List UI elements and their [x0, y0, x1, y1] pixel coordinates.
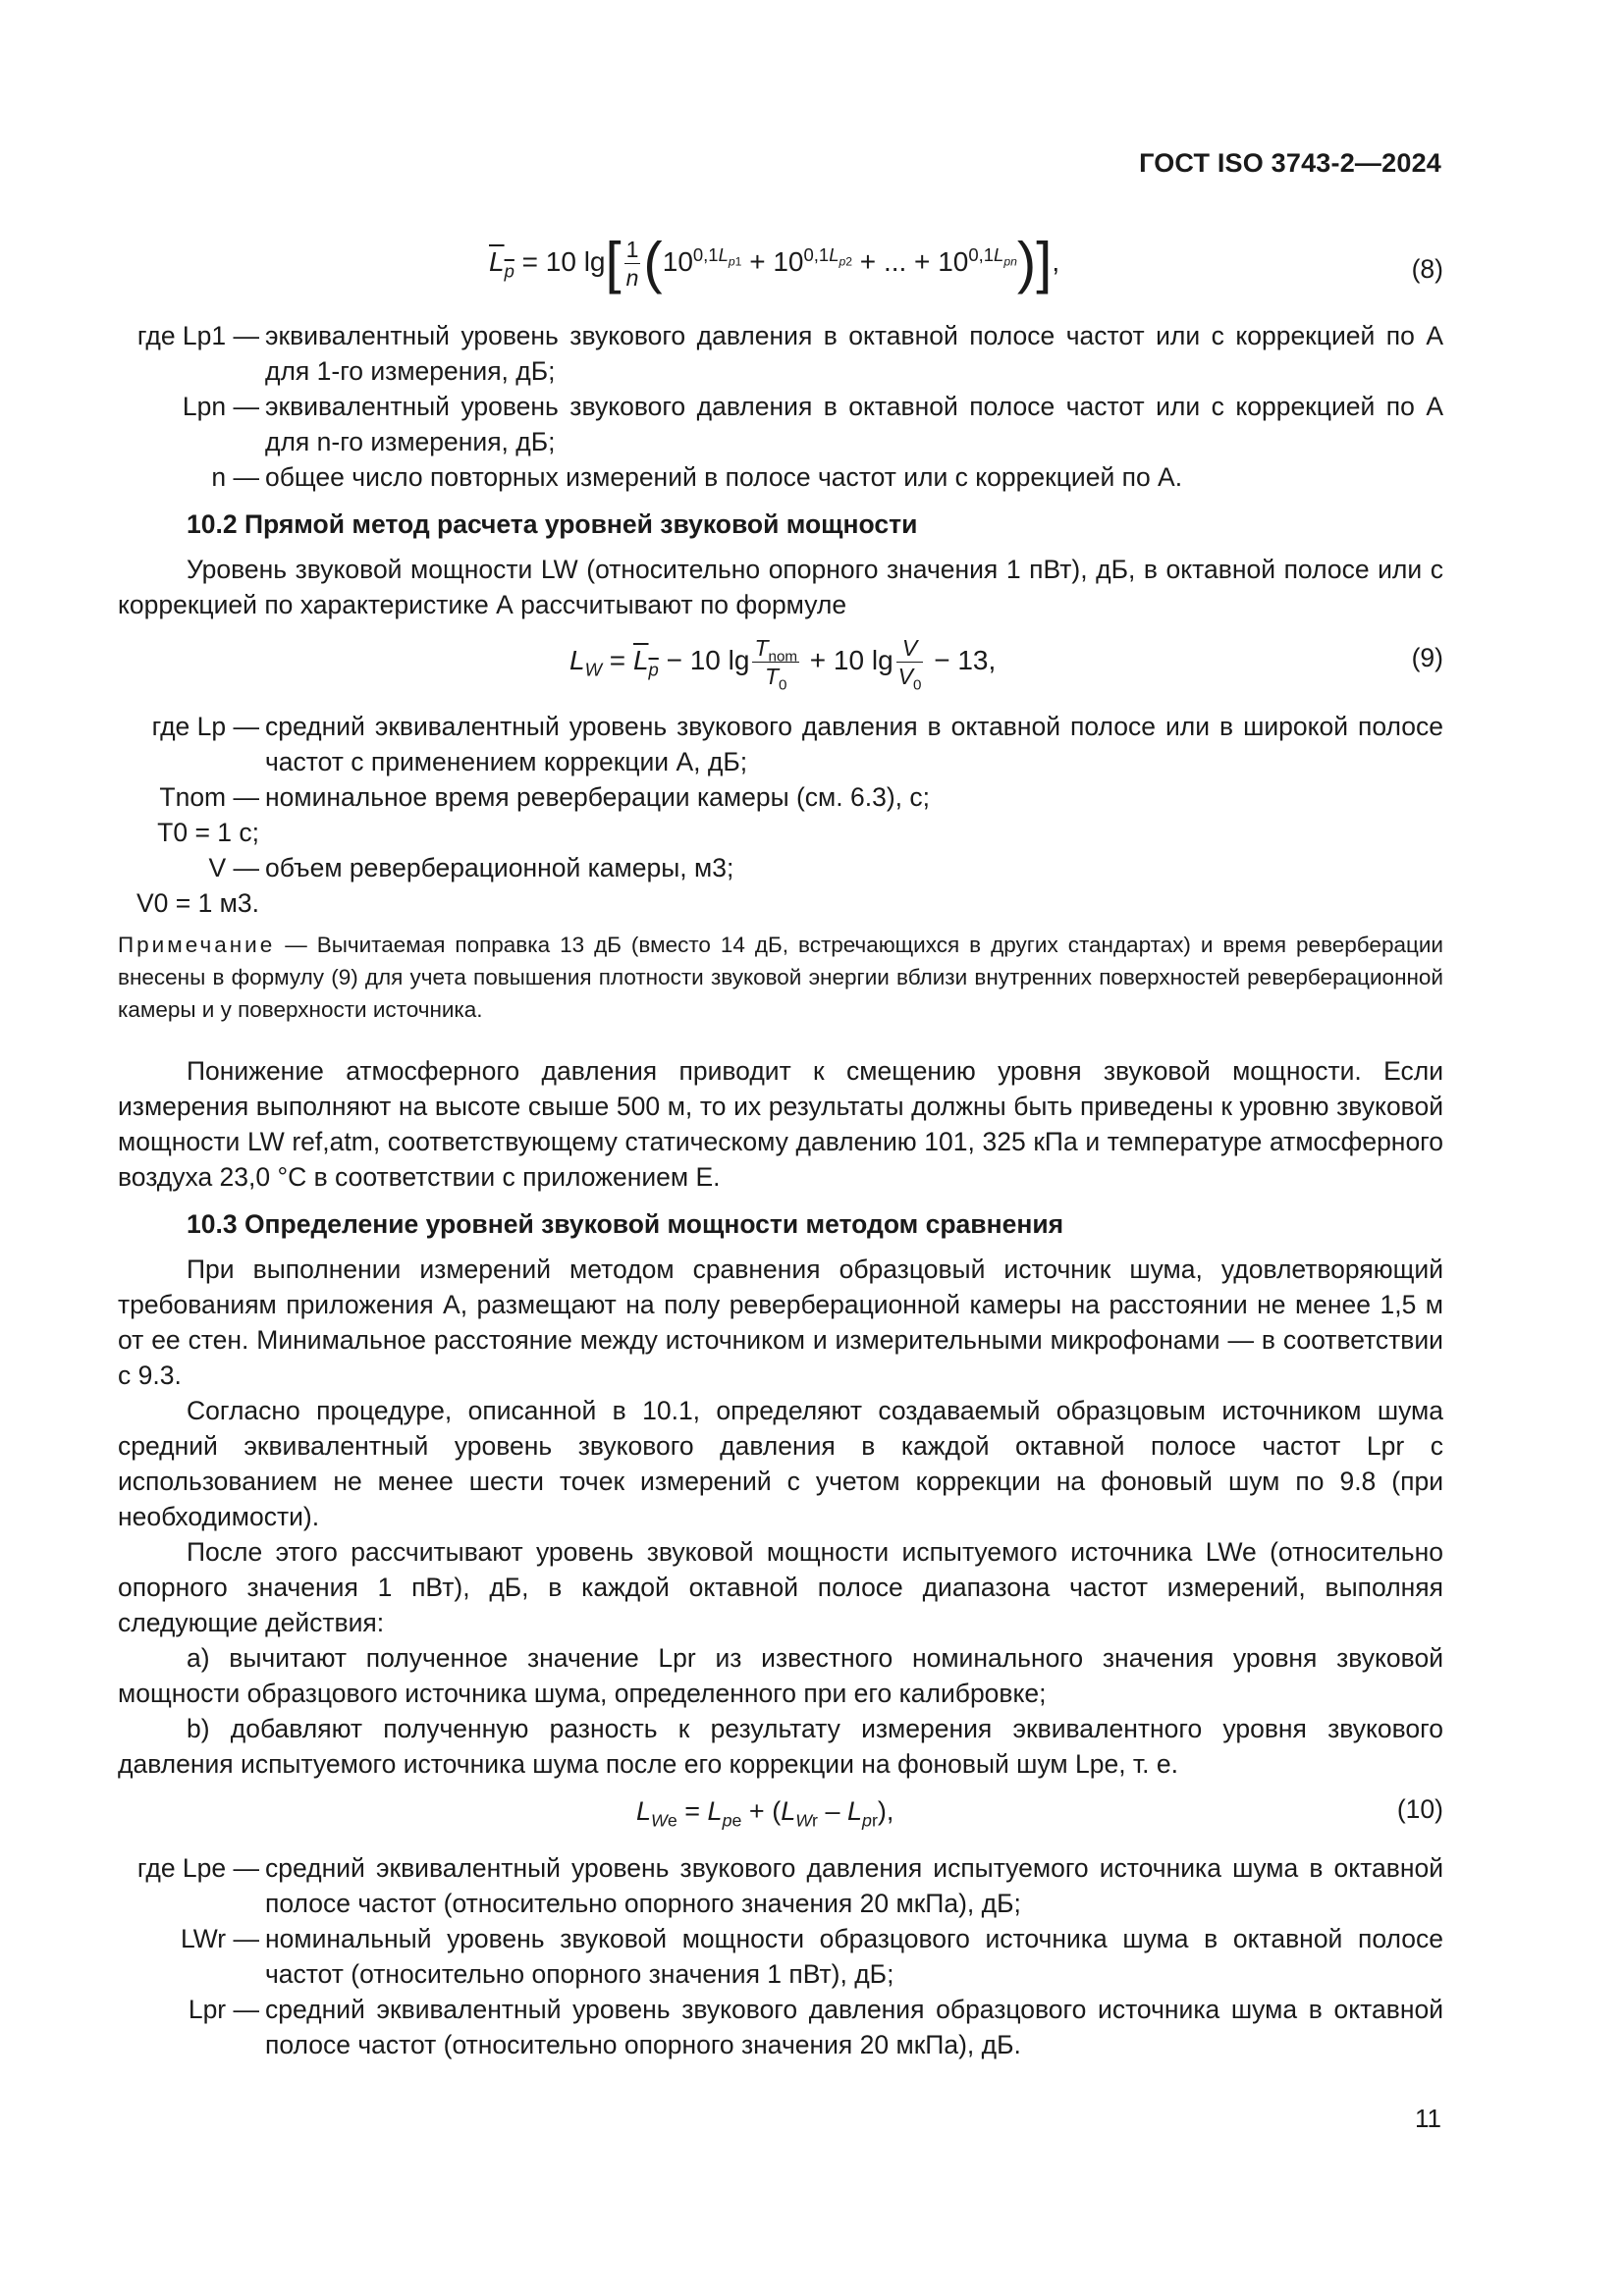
section-heading-10-3: 10.3 Определение уровней звуковой мощности методом сравнения [187, 1209, 1064, 1239]
def-term: V — [208, 853, 259, 882]
def-text: средний эквивалентный уровень звукового давления в октавной полосе или в широкой полосе частот с применением коррекции А, дБ; [265, 712, 1443, 776]
paragraph: После этого рассчитывают уровень звуковой мощности испытуемого источника LWe (относительно опорного значения 1 пВт), дБ, в каждой октавной полосе диапазона частот измерений, выполняя следующие действия: [118, 1537, 1443, 1637]
paragraph: Уровень звуковой мощности LW (относительно опорного значения 1 пВт), дБ, в октавной полосе или с коррекцией по характеристике А рассчитывают по формуле [118, 555, 1443, 619]
note-text: — Вычитаемая поправка 13 дБ (вместо 14 дБ, встречающихся в других стандартах) и время реверберации внесены в формулу (9) для учета повышения плотности звуковой энергии вблизи внутренних поверхностей реверберационной камеры и у поверхности источника. [118, 933, 1443, 1022]
def-text: средний эквивалентный уровень звукового давления образцового источника шума в октавной полосе частот (относительно опорного значения 20 мкПа), дБ. [265, 1995, 1443, 2059]
formula-8-body: $L_p = 10$ lg[ $\frac{1}{n}$ ($10^{0,1L_{p1}} + 10^{0,1L_{p2}}$ + ... + $10^{0,1L_{pn}}$)], [489, 231, 1060, 295]
def-text: объем реверберационной камеры, м3; [265, 853, 734, 882]
def-text: эквивалентный уровень звукового давления в октавной полосе частот или с коррекцией по А для n-го измерения, дБ; [265, 392, 1443, 456]
formula-10 [118, 1789, 1443, 1842]
def-text: номинальный уровень звуковой мощности образцового источника шума в октавной полосе частот (относительно опорного значения 1 пВт), дБ; [265, 1924, 1443, 1989]
formula-8-number: (8) [1411, 254, 1443, 284]
page-body [118, 228, 1443, 2062]
page-number: 11 [1415, 2104, 1441, 2133]
formula-10-number: (10) [1396, 1794, 1443, 1824]
document-code: ГОСТ ISO 3743-2—2024 [1139, 148, 1441, 178]
definitions-9 [118, 709, 1443, 921]
section-heading-10-2: 10.2 Прямой метод расчета уровней звуковой мощности [187, 509, 918, 539]
formula-10-body: $L_{We} = L_{pe} + (L_{Wr} - L_{pr})$, [636, 1796, 894, 1831]
note [118, 929, 1443, 1026]
formula-8 [118, 228, 1443, 310]
formula-9 [118, 626, 1443, 701]
list-item-a: а) вычитают полученное значение Lpr из известного номинального значения уровня звуковой мощности образцового источника шума, определенного при его калибровке; [118, 1643, 1443, 1708]
def-term: где Lp1 — [136, 321, 259, 350]
def-term: V0 = 1 м3. [135, 888, 259, 918]
def-text: общее число повторных измерений в полосе частот или с коррекцией по А. [265, 462, 1183, 492]
note-label: Примечание [118, 933, 276, 957]
def-text: номинальное время реверберации камеры (см. 6.3), с; [265, 782, 931, 812]
def-term: n — [211, 462, 259, 492]
paragraph: Согласно процедуре, описанной в 10.1, определяют создаваемый образцовым источником шума средний эквивалентный уровень звукового давления в каждой октавной полосе частот Lpr с использованием не менее шести точек измерений с учетом коррекции на фоновый шум по 9.8 (при необходимости). [118, 1396, 1443, 1531]
def-term: Tnom — [159, 782, 259, 812]
def-term: Lpr — [188, 1995, 259, 2024]
def-term: где Lpe — [136, 1853, 259, 1883]
formula-9-body: $L_W = L_p - 10$ lg $\frac{T_{nom}}{T_0}$ + 10 lg $\frac{V}{V_0}$ − 13, [569, 635, 997, 694]
def-text: средний эквивалентный уровень звукового давления испытуемого источника шума в октавной полосе частот (относительно опорного значения 20 мкПа), дБ; [265, 1853, 1443, 1918]
def-text [265, 885, 1443, 921]
def-term: T0 = 1 с; [157, 818, 259, 847]
def-term: LWr — [181, 1924, 259, 1953]
paragraph: При выполнении измерений методом сравнения образцовый источник шума, удовлетворяющий требованиям приложения А, размещают на полу реверберационной камеры на расстоянии не менее 1,5 м от ее стен. Минимальное расстояние между источником и измерительными микрофонами — в соответствии с 9.3. [118, 1255, 1443, 1390]
definitions-8 [118, 318, 1443, 495]
formula-9-number: (9) [1411, 643, 1443, 672]
definitions-10 [118, 1850, 1443, 2062]
paragraph: Понижение атмосферного давления приводит к смещению уровня звуковой мощности. Если измерения выполняют на высоте свыше 500 м, то их результаты должны быть приведены к уровню звуковой мощности LW ref,atm, соответствующему статическому давлению 101, 325 кПа и температуре атмосферного воздуха 23,0 °С в соответствии с приложением Е. [118, 1056, 1443, 1192]
def-term: где Lp — [151, 712, 259, 741]
list-item-b: b) добавляют полученную разность к результату измерения эквивалентного уровня звукового давления испытуемого источника шума после его коррекции на фоновый шум Lpe, т. е. [118, 1714, 1443, 1779]
def-text: эквивалентный уровень звукового давления в октавной полосе частот или с коррекцией по А для 1-го измерения, дБ; [265, 321, 1443, 386]
def-text [265, 815, 1443, 850]
def-term: Lpn — [182, 392, 259, 421]
